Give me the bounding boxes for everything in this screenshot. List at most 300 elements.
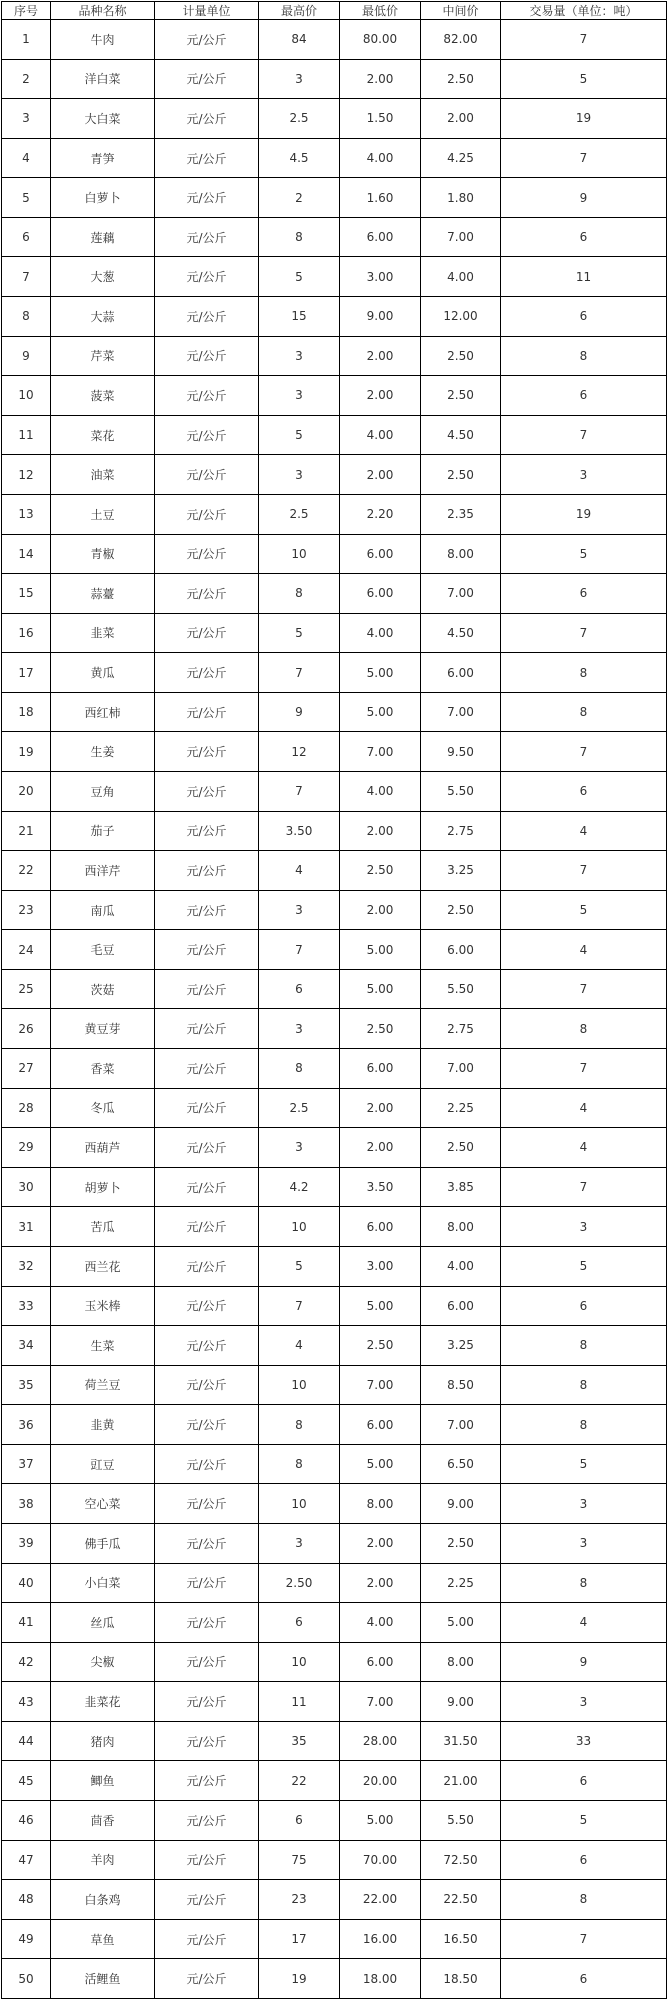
cell-variety: 白条鸡 (51, 1880, 155, 1920)
table-row (2, 811, 667, 851)
cell-mid-price: 5.50 (421, 1801, 501, 1841)
cell-variety: 土豆 (51, 494, 155, 534)
cell-unit: 元/公斤 (155, 20, 259, 60)
cell-unit: 元/公斤 (155, 1642, 259, 1682)
cell-index: 2 (2, 59, 51, 99)
table-row (2, 1523, 667, 1563)
cell-max-price: 3 (259, 1009, 340, 1049)
header-min-price: 最低价 (340, 2, 421, 20)
cell-volume: 8 (501, 1880, 667, 1920)
cell-mid-price: 22.50 (421, 1880, 501, 1920)
cell-variety: 茴香 (51, 1801, 155, 1841)
table-row (2, 890, 667, 930)
cell-max-price: 2.5 (259, 99, 340, 139)
cell-variety: 空心菜 (51, 1484, 155, 1524)
table-row (2, 1642, 667, 1682)
cell-variety: 韭黄 (51, 1405, 155, 1445)
cell-unit: 元/公斤 (155, 1682, 259, 1722)
cell-unit: 元/公斤 (155, 574, 259, 614)
cell-max-price: 7 (259, 653, 340, 693)
cell-min-price: 2.50 (340, 851, 421, 891)
cell-max-price: 12 (259, 732, 340, 772)
cell-min-price: 1.50 (340, 99, 421, 139)
cell-variety: 洋白菜 (51, 59, 155, 99)
cell-max-price: 2.5 (259, 494, 340, 534)
cell-index: 27 (2, 1049, 51, 1089)
cell-mid-price: 1.80 (421, 178, 501, 218)
cell-volume: 8 (501, 1405, 667, 1445)
cell-mid-price: 5.00 (421, 1603, 501, 1643)
cell-max-price: 2 (259, 178, 340, 218)
cell-volume: 7 (501, 138, 667, 178)
cell-unit: 元/公斤 (155, 1167, 259, 1207)
cell-min-price: 3.00 (340, 257, 421, 297)
cell-volume: 19 (501, 494, 667, 534)
cell-mid-price: 8.00 (421, 1207, 501, 1247)
cell-index: 3 (2, 99, 51, 139)
cell-volume: 8 (501, 1326, 667, 1366)
cell-volume: 3 (501, 1682, 667, 1722)
cell-max-price: 8 (259, 1405, 340, 1445)
cell-max-price: 5 (259, 415, 340, 455)
table-row (2, 59, 667, 99)
cell-min-price: 16.00 (340, 1919, 421, 1959)
cell-max-price: 3 (259, 1523, 340, 1563)
cell-mid-price: 8.00 (421, 534, 501, 574)
table-row (2, 20, 667, 60)
cell-volume: 5 (501, 1801, 667, 1841)
cell-unit: 元/公斤 (155, 1484, 259, 1524)
cell-volume: 11 (501, 257, 667, 297)
cell-mid-price: 2.25 (421, 1088, 501, 1128)
cell-mid-price: 6.00 (421, 653, 501, 693)
cell-index: 37 (2, 1444, 51, 1484)
cell-max-price: 23 (259, 1880, 340, 1920)
table-row (2, 494, 667, 534)
cell-min-price: 5.00 (340, 1801, 421, 1841)
cell-min-price: 5.00 (340, 653, 421, 693)
cell-max-price: 3 (259, 59, 340, 99)
cell-min-price: 28.00 (340, 1721, 421, 1761)
table-row (2, 1959, 667, 1999)
cell-volume: 33 (501, 1721, 667, 1761)
cell-index: 9 (2, 336, 51, 376)
cell-variety: 胡萝卜 (51, 1167, 155, 1207)
cell-index: 43 (2, 1682, 51, 1722)
table-row (2, 415, 667, 455)
header-mid-price: 中间价 (421, 2, 501, 20)
cell-index: 26 (2, 1009, 51, 1049)
cell-min-price: 70.00 (340, 1840, 421, 1880)
cell-variety: 猪肉 (51, 1721, 155, 1761)
cell-volume: 7 (501, 415, 667, 455)
cell-unit: 元/公斤 (155, 257, 259, 297)
cell-max-price: 8 (259, 574, 340, 614)
cell-min-price: 3.00 (340, 1246, 421, 1286)
cell-index: 12 (2, 455, 51, 495)
cell-unit: 元/公斤 (155, 771, 259, 811)
table-row (2, 1128, 667, 1168)
cell-index: 29 (2, 1128, 51, 1168)
cell-volume: 6 (501, 574, 667, 614)
cell-variety: 南瓜 (51, 890, 155, 930)
cell-variety: 蒜薹 (51, 574, 155, 614)
cell-variety: 大白菜 (51, 99, 155, 139)
cell-unit: 元/公斤 (155, 415, 259, 455)
cell-variety: 油菜 (51, 455, 155, 495)
cell-unit: 元/公斤 (155, 494, 259, 534)
cell-unit: 元/公斤 (155, 1880, 259, 1920)
cell-mid-price: 7.00 (421, 1405, 501, 1445)
cell-variety: 黄瓜 (51, 653, 155, 693)
cell-unit: 元/公斤 (155, 613, 259, 653)
cell-max-price: 7 (259, 1286, 340, 1326)
cell-mid-price: 6.50 (421, 1444, 501, 1484)
cell-volume: 6 (501, 1840, 667, 1880)
cell-min-price: 2.00 (340, 1563, 421, 1603)
cell-unit: 元/公斤 (155, 811, 259, 851)
table-row (2, 1682, 667, 1722)
cell-min-price: 2.20 (340, 494, 421, 534)
cell-min-price: 6.00 (340, 1405, 421, 1445)
cell-mid-price: 16.50 (421, 1919, 501, 1959)
cell-index: 18 (2, 692, 51, 732)
cell-max-price: 6 (259, 1603, 340, 1643)
table-row (2, 1405, 667, 1445)
cell-min-price: 5.00 (340, 1444, 421, 1484)
table-row (2, 613, 667, 653)
cell-mid-price: 3.25 (421, 851, 501, 891)
header-max-price: 最高价 (259, 2, 340, 20)
cell-max-price: 10 (259, 1365, 340, 1405)
cell-index: 23 (2, 890, 51, 930)
cell-volume: 7 (501, 20, 667, 60)
cell-variety: 黄豆芽 (51, 1009, 155, 1049)
cell-variety: 草鱼 (51, 1919, 155, 1959)
cell-variety: 苦瓜 (51, 1207, 155, 1247)
cell-min-price: 9.00 (340, 297, 421, 337)
cell-volume: 8 (501, 653, 667, 693)
cell-volume: 8 (501, 336, 667, 376)
cell-min-price: 6.00 (340, 217, 421, 257)
cell-variety: 西洋芹 (51, 851, 155, 891)
cell-unit: 元/公斤 (155, 534, 259, 574)
cell-volume: 7 (501, 1919, 667, 1959)
table-row (2, 217, 667, 257)
cell-mid-price: 8.50 (421, 1365, 501, 1405)
cell-index: 11 (2, 415, 51, 455)
cell-min-price: 7.00 (340, 732, 421, 772)
table-row (2, 1919, 667, 1959)
cell-variety: 茄子 (51, 811, 155, 851)
cell-min-price: 1.60 (340, 178, 421, 218)
cell-min-price: 22.00 (340, 1880, 421, 1920)
cell-mid-price: 6.00 (421, 1286, 501, 1326)
cell-index: 28 (2, 1088, 51, 1128)
cell-index: 50 (2, 1959, 51, 1999)
cell-unit: 元/公斤 (155, 1563, 259, 1603)
cell-index: 32 (2, 1246, 51, 1286)
cell-max-price: 35 (259, 1721, 340, 1761)
cell-min-price: 2.50 (340, 1009, 421, 1049)
cell-index: 14 (2, 534, 51, 574)
cell-min-price: 4.00 (340, 138, 421, 178)
table-row (2, 455, 667, 495)
cell-max-price: 3 (259, 890, 340, 930)
cell-min-price: 3.50 (340, 1167, 421, 1207)
cell-min-price: 6.00 (340, 534, 421, 574)
cell-unit: 元/公斤 (155, 1405, 259, 1445)
cell-volume: 4 (501, 811, 667, 851)
cell-volume: 9 (501, 178, 667, 218)
table-row (2, 1761, 667, 1801)
cell-unit: 元/公斤 (155, 1603, 259, 1643)
cell-max-price: 11 (259, 1682, 340, 1722)
cell-unit: 元/公斤 (155, 1523, 259, 1563)
cell-index: 47 (2, 1840, 51, 1880)
cell-mid-price: 3.25 (421, 1326, 501, 1366)
cell-volume: 5 (501, 1246, 667, 1286)
cell-index: 44 (2, 1721, 51, 1761)
cell-max-price: 10 (259, 534, 340, 574)
cell-unit: 元/公斤 (155, 1365, 259, 1405)
price-table (1, 1, 667, 1999)
cell-variety: 莲藕 (51, 217, 155, 257)
cell-mid-price: 2.75 (421, 1009, 501, 1049)
cell-max-price: 10 (259, 1207, 340, 1247)
cell-unit: 元/公斤 (155, 297, 259, 337)
cell-unit: 元/公斤 (155, 692, 259, 732)
cell-max-price: 22 (259, 1761, 340, 1801)
cell-min-price: 5.00 (340, 692, 421, 732)
cell-min-price: 20.00 (340, 1761, 421, 1801)
cell-volume: 8 (501, 692, 667, 732)
cell-mid-price: 4.50 (421, 415, 501, 455)
cell-unit: 元/公斤 (155, 732, 259, 772)
cell-mid-price: 2.50 (421, 1128, 501, 1168)
cell-variety: 鲫鱼 (51, 1761, 155, 1801)
cell-variety: 白萝卜 (51, 178, 155, 218)
cell-variety: 香菜 (51, 1049, 155, 1089)
cell-unit: 元/公斤 (155, 1761, 259, 1801)
table-row (2, 1049, 667, 1089)
cell-index: 35 (2, 1365, 51, 1405)
cell-mid-price: 2.50 (421, 890, 501, 930)
cell-mid-price: 12.00 (421, 297, 501, 337)
table-row (2, 969, 667, 1009)
cell-min-price: 7.00 (340, 1365, 421, 1405)
table-row (2, 178, 667, 218)
cell-volume: 7 (501, 969, 667, 1009)
cell-volume: 3 (501, 1207, 667, 1247)
cell-max-price: 10 (259, 1642, 340, 1682)
cell-min-price: 4.00 (340, 1603, 421, 1643)
cell-volume: 6 (501, 217, 667, 257)
cell-unit: 元/公斤 (155, 1801, 259, 1841)
header-unit: 计量单位 (155, 2, 259, 20)
cell-index: 48 (2, 1880, 51, 1920)
cell-variety: 牛肉 (51, 20, 155, 60)
cell-index: 20 (2, 771, 51, 811)
cell-max-price: 8 (259, 1444, 340, 1484)
cell-mid-price: 4.00 (421, 257, 501, 297)
cell-unit: 元/公斤 (155, 455, 259, 495)
cell-variety: 生姜 (51, 732, 155, 772)
table-row (2, 257, 667, 297)
cell-volume: 8 (501, 1563, 667, 1603)
cell-variety: 玉米棒 (51, 1286, 155, 1326)
cell-max-price: 4 (259, 851, 340, 891)
cell-min-price: 2.00 (340, 1523, 421, 1563)
table-row (2, 732, 667, 772)
cell-volume: 7 (501, 851, 667, 891)
cell-min-price: 6.00 (340, 574, 421, 614)
cell-volume: 7 (501, 732, 667, 772)
cell-variety: 菜花 (51, 415, 155, 455)
cell-mid-price: 9.50 (421, 732, 501, 772)
cell-volume: 3 (501, 1523, 667, 1563)
cell-index: 41 (2, 1603, 51, 1643)
cell-mid-price: 2.50 (421, 336, 501, 376)
cell-unit: 元/公斤 (155, 1009, 259, 1049)
cell-index: 25 (2, 969, 51, 1009)
cell-unit: 元/公斤 (155, 1286, 259, 1326)
cell-max-price: 3 (259, 1128, 340, 1168)
cell-variety: 豇豆 (51, 1444, 155, 1484)
cell-mid-price: 6.00 (421, 930, 501, 970)
cell-unit: 元/公斤 (155, 1919, 259, 1959)
cell-index: 45 (2, 1761, 51, 1801)
cell-mid-price: 2.50 (421, 455, 501, 495)
cell-mid-price: 5.50 (421, 969, 501, 1009)
cell-unit: 元/公斤 (155, 969, 259, 1009)
cell-index: 30 (2, 1167, 51, 1207)
cell-variety: 佛手瓜 (51, 1523, 155, 1563)
cell-mid-price: 7.00 (421, 217, 501, 257)
cell-variety: 丝瓜 (51, 1603, 155, 1643)
cell-volume: 19 (501, 99, 667, 139)
table-row (2, 1444, 667, 1484)
cell-index: 42 (2, 1642, 51, 1682)
table-row (2, 851, 667, 891)
cell-volume: 6 (501, 297, 667, 337)
cell-max-price: 9 (259, 692, 340, 732)
cell-volume: 4 (501, 1088, 667, 1128)
cell-max-price: 6 (259, 969, 340, 1009)
cell-variety: 西葫芦 (51, 1128, 155, 1168)
cell-mid-price: 82.00 (421, 20, 501, 60)
table-row (2, 1484, 667, 1524)
table-row (2, 1009, 667, 1049)
table-row (2, 1603, 667, 1643)
cell-variety: 青笋 (51, 138, 155, 178)
table-row (2, 930, 667, 970)
header-row (2, 2, 667, 20)
cell-unit: 元/公斤 (155, 1128, 259, 1168)
cell-max-price: 10 (259, 1484, 340, 1524)
table-row (2, 376, 667, 416)
cell-min-price: 5.00 (340, 1286, 421, 1326)
table-row (2, 297, 667, 337)
table-row (2, 574, 667, 614)
cell-mid-price: 4.50 (421, 613, 501, 653)
table-row (2, 1246, 667, 1286)
cell-min-price: 2.50 (340, 1326, 421, 1366)
cell-max-price: 19 (259, 1959, 340, 1999)
header-volume: 交易量（单位：吨） (501, 2, 667, 20)
cell-variety: 西红柿 (51, 692, 155, 732)
cell-variety: 小白菜 (51, 1563, 155, 1603)
cell-unit: 元/公斤 (155, 178, 259, 218)
cell-variety: 大蒜 (51, 297, 155, 337)
cell-unit: 元/公斤 (155, 1840, 259, 1880)
cell-variety: 豆角 (51, 771, 155, 811)
cell-unit: 元/公斤 (155, 851, 259, 891)
cell-mid-price: 2.50 (421, 1523, 501, 1563)
cell-unit: 元/公斤 (155, 1088, 259, 1128)
cell-min-price: 5.00 (340, 969, 421, 1009)
cell-max-price: 4 (259, 1326, 340, 1366)
cell-max-price: 3 (259, 336, 340, 376)
cell-min-price: 6.00 (340, 1642, 421, 1682)
cell-variety: 西兰花 (51, 1246, 155, 1286)
cell-variety: 茨菇 (51, 969, 155, 1009)
cell-volume: 6 (501, 1959, 667, 1999)
cell-index: 13 (2, 494, 51, 534)
cell-volume: 4 (501, 930, 667, 970)
cell-max-price: 4.5 (259, 138, 340, 178)
cell-variety: 荷兰豆 (51, 1365, 155, 1405)
cell-min-price: 2.00 (340, 336, 421, 376)
cell-variety: 菠菜 (51, 376, 155, 416)
cell-volume: 7 (501, 613, 667, 653)
cell-volume: 5 (501, 534, 667, 574)
cell-mid-price: 21.00 (421, 1761, 501, 1801)
cell-max-price: 2.50 (259, 1563, 340, 1603)
cell-min-price: 8.00 (340, 1484, 421, 1524)
cell-index: 10 (2, 376, 51, 416)
cell-volume: 9 (501, 1642, 667, 1682)
cell-max-price: 6 (259, 1801, 340, 1841)
cell-mid-price: 2.25 (421, 1563, 501, 1603)
cell-index: 40 (2, 1563, 51, 1603)
cell-variety: 活鲤鱼 (51, 1959, 155, 1999)
cell-max-price: 5 (259, 613, 340, 653)
cell-mid-price: 7.00 (421, 574, 501, 614)
cell-mid-price: 5.50 (421, 771, 501, 811)
cell-min-price: 80.00 (340, 20, 421, 60)
cell-unit: 元/公斤 (155, 217, 259, 257)
cell-min-price: 4.00 (340, 415, 421, 455)
cell-mid-price: 7.00 (421, 1049, 501, 1089)
table-row (2, 138, 667, 178)
cell-min-price: 2.00 (340, 890, 421, 930)
header-index: 序号 (2, 2, 51, 20)
cell-mid-price: 4.00 (421, 1246, 501, 1286)
cell-min-price: 2.00 (340, 1128, 421, 1168)
cell-mid-price: 31.50 (421, 1721, 501, 1761)
cell-mid-price: 2.50 (421, 376, 501, 416)
cell-index: 15 (2, 574, 51, 614)
cell-index: 8 (2, 297, 51, 337)
table-row (2, 1088, 667, 1128)
cell-mid-price: 4.25 (421, 138, 501, 178)
cell-volume: 6 (501, 771, 667, 811)
cell-min-price: 5.00 (340, 930, 421, 970)
cell-unit: 元/公斤 (155, 1721, 259, 1761)
table-row (2, 1563, 667, 1603)
cell-max-price: 75 (259, 1840, 340, 1880)
